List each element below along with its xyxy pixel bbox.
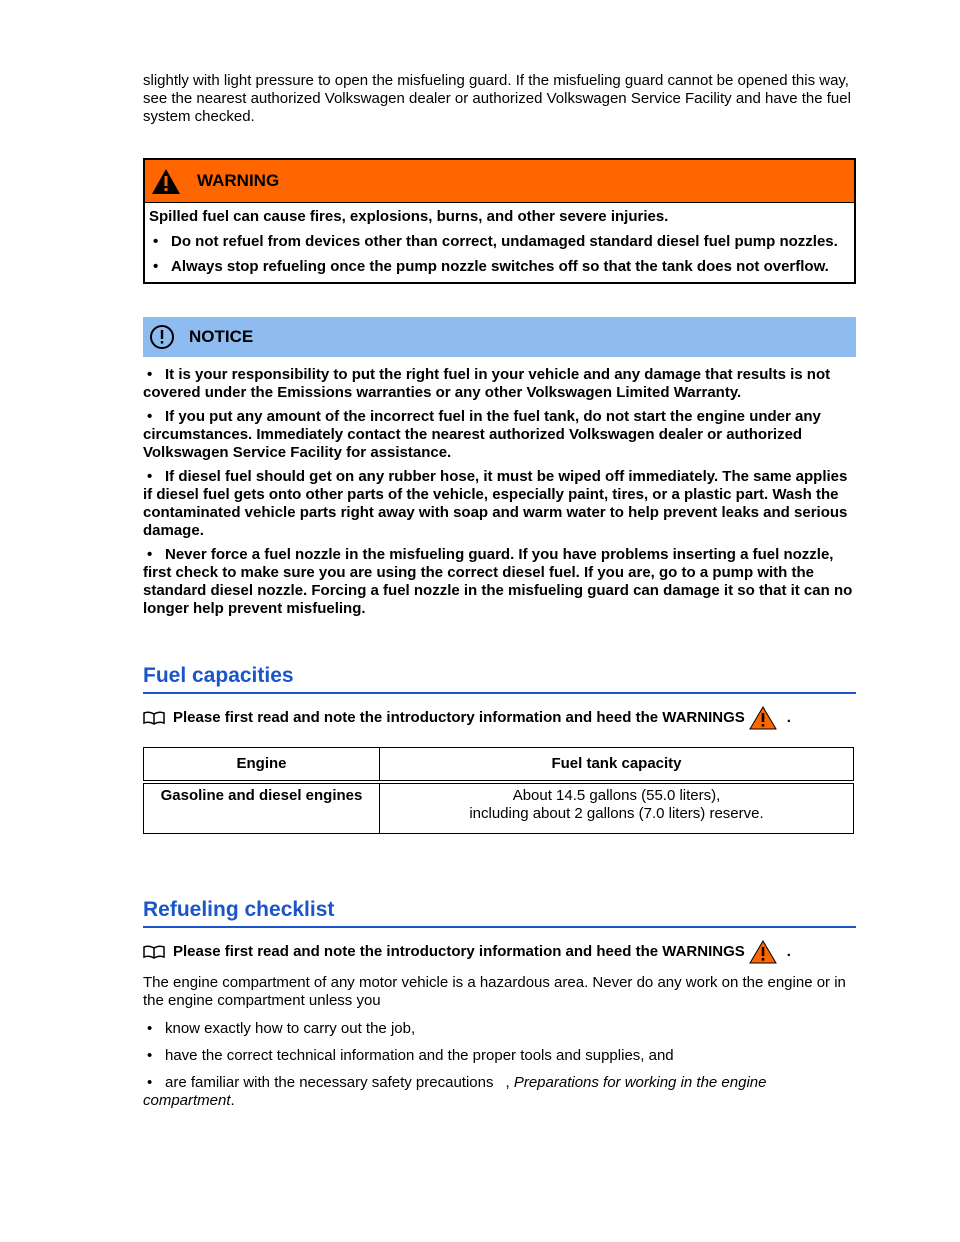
notice-header — [143, 317, 856, 357]
read-note-end: . — [786, 943, 791, 960]
warning-lead: Spilled fuel can cause fires, explosions, burns, and other severe injuries. — [149, 208, 669, 225]
warning-body — [145, 203, 854, 282]
fuel-capacity-table — [143, 747, 854, 834]
read-note — [143, 706, 856, 730]
exclamation-circle-icon — [149, 324, 175, 350]
cross-reference-link[interactable]: Preparations for working in the engine compartment — [143, 1074, 767, 1109]
checklist — [143, 1020, 856, 1110]
manual-page — [143, 72, 856, 1119]
notice-item: • Never force a fuel nozzle in the misfueling guard. If you have problems inserting a fuel nozzle, first check to make sure you are using the correct diesel fuel. If you are, go to a pump with the standard diesel nozzle. Forcing a fuel nozzle in the misfueling guard can damage it so that it can no longer help prevent misfueling. — [143, 546, 853, 617]
notice-item: • It is your responsibility to put the right fuel in your vehicle and any damage that results is not covered under the Emissions warranties or any other Volkswagen Limited Warranty. — [143, 366, 831, 401]
read-note-text: Please first read and note the introductory information and heed the WARNINGS — [173, 709, 745, 726]
notice-item: • If diesel fuel should get on any rubber hose, it must be wiped off immediately. The same applies if diesel fuel gets onto other parts of the vehicle, especially paint, tires, or a plastic part. Wash the contaminated vehicle parts right away with soap and warm water to help prevent leaks and serious damage. — [143, 468, 848, 539]
warning-item: • Always stop refueling once the pump nozzle switches off so that the tank does not overflow. — [153, 258, 829, 275]
notice-body — [143, 366, 856, 618]
warning-triangle-icon[interactable] — [749, 706, 777, 730]
notice-item: • If you put any amount of the incorrect fuel in the fuel tank, do not start the engine under any circumstances. Immediately contact the nearest authorized Volkswagen dealer or authorized Volkswagen Service Facility for assistance. — [143, 408, 821, 461]
warning-title: WARNING — [197, 171, 280, 190]
read-note-text: Please first read and note the introductory information and heed the WARNINGS — [173, 943, 745, 960]
list-item: • are familiar with the necessary safety precautions , Preparations for working in the engine compartment. — [143, 1074, 767, 1109]
open-book-icon — [143, 711, 165, 725]
list-item: • know exactly how to carry out the job, — [147, 1020, 416, 1037]
read-note-end: . — [786, 709, 791, 726]
read-note — [143, 940, 856, 964]
engine-cell: Gasoline and diesel engines — [144, 782, 380, 834]
column-header-engine: Engine — [144, 748, 380, 783]
warning-item: • Do not refuel from devices other than correct, undamaged standard diesel fuel pump nozzles. — [153, 233, 838, 250]
table-header-row — [144, 748, 854, 783]
warning-triangle-icon — [151, 168, 181, 195]
warning-header — [145, 160, 854, 203]
column-header-capacity: Fuel tank capacity — [380, 748, 854, 783]
section-title-fuel-capacities: Fuel capacities — [143, 664, 856, 694]
notice-title: NOTICE — [189, 327, 254, 346]
warning-box — [143, 158, 856, 284]
notice-box — [143, 317, 856, 618]
open-book-icon — [143, 945, 165, 959]
intro-paragraph: slightly with light pressure to open the misfueling guard. If the misfueling guard cannot be opened this way, see the nearest authorized Volkswagen dealer or authorized Volkswagen Service Facility and have the fuel system checked. — [143, 72, 851, 125]
warning-triangle-icon[interactable] — [749, 940, 777, 964]
section-title-refueling-checklist: Refueling checklist — [143, 898, 856, 928]
checklist-intro: The engine compartment of any motor vehicle is a hazardous area. Never do any work on the engine or in the engine compartment unless you — [143, 974, 846, 1009]
list-item: • have the correct technical information and the proper tools and supplies, and — [147, 1047, 674, 1064]
table-row — [144, 782, 854, 834]
capacity-cell: About 14.5 gallons (55.0 liters), including about 2 gallons (7.0 liters) reserve. — [380, 782, 854, 834]
